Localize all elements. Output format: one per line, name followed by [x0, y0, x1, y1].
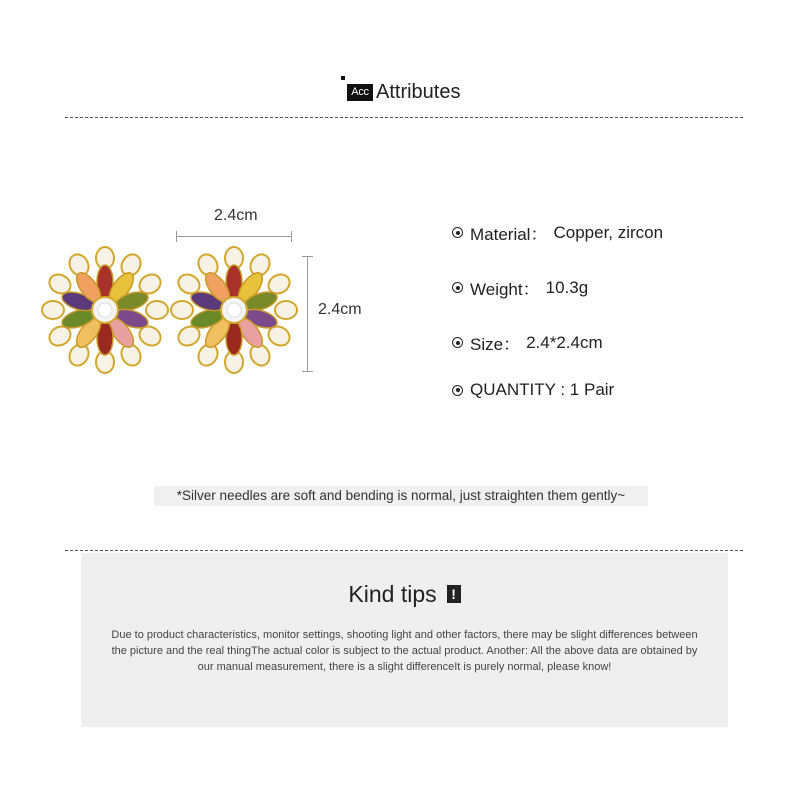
attribute-row-material — [452, 220, 663, 245]
attribute-row-size — [452, 330, 603, 355]
flower-earrings-image — [40, 240, 310, 380]
bullet-icon — [452, 385, 463, 396]
width-dimension-cap-right — [291, 231, 292, 242]
header-marker — [341, 76, 345, 80]
warning-icon: ! — [447, 585, 461, 603]
attribute-label: Size： — [470, 335, 521, 354]
kind-tips-heading — [81, 581, 728, 608]
width-dimension-line — [176, 236, 292, 237]
header-badge: Acc — [347, 84, 373, 101]
bullet-icon — [452, 337, 463, 348]
height-dimension-line — [307, 256, 308, 372]
attribute-value: 2.4*2.4cm — [526, 332, 603, 352]
kind-tips-title: Kind tips — [348, 581, 437, 607]
kind-tips-text: Due to product characteristics, monitor settings, shooting light and other factors, there may be slight differences between the picture and the real thingThe actual color is subject to the actual product. Another: All the above data are obtained by our manual measurement, there is a slight differenceIt is purely normal, please know! — [111, 629, 698, 673]
attribute-label: Weight： — [470, 280, 540, 299]
height-dimension-label: 2.4cm — [318, 301, 362, 318]
height-dimension-cap-bottom — [302, 371, 313, 372]
bullet-icon — [452, 282, 463, 293]
middle-divider — [65, 550, 743, 551]
bullet-icon — [452, 227, 463, 238]
attribute-row-quantity — [452, 380, 614, 400]
attribute-label: Material： — [470, 225, 548, 244]
attribute-label: QUANTITY : 1 Pair — [470, 380, 615, 399]
care-note: *Silver needles are soft and bending is normal, just straighten them gently~ — [154, 486, 648, 506]
earring-right — [171, 247, 297, 373]
attribute-value: 10.3g — [545, 277, 589, 297]
height-dimension-cap-top — [302, 256, 313, 257]
attribute-value: Copper, zircon — [553, 222, 664, 242]
earring-left — [42, 247, 168, 373]
section-title: Attributes — [376, 81, 461, 103]
attribute-row-weight — [452, 275, 588, 300]
width-dimension-cap-left — [176, 231, 177, 242]
width-dimension-label: 2.4cm — [214, 207, 258, 224]
kind-tips-panel — [81, 553, 728, 727]
